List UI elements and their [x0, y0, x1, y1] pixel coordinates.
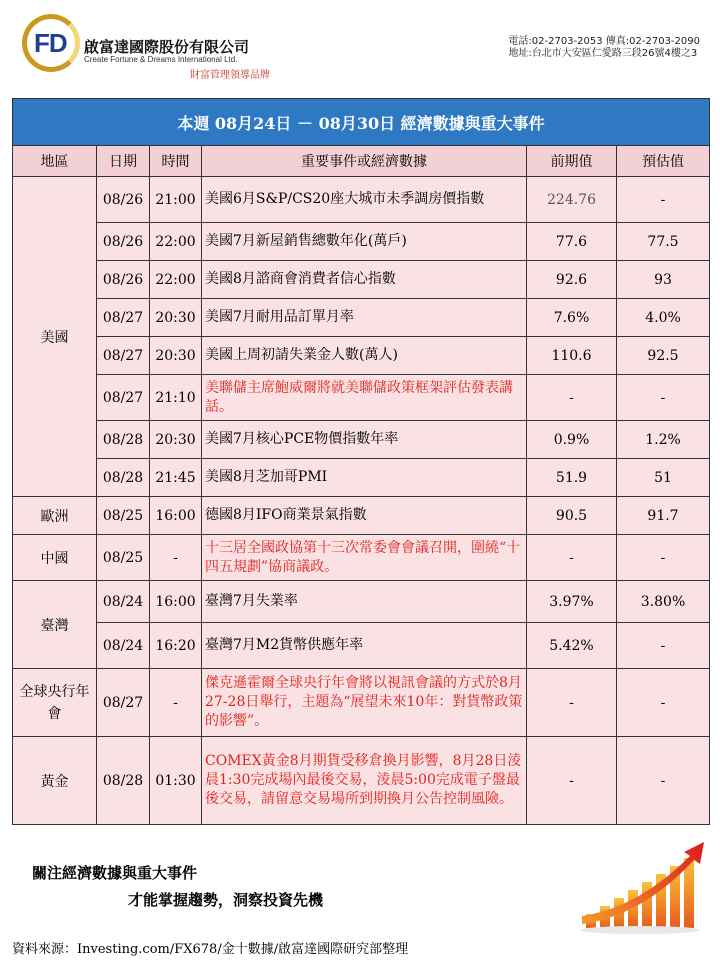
table-row	[13, 737, 710, 825]
date-cell: 08/27	[97, 337, 150, 375]
column-header-date: 日期	[97, 146, 150, 177]
forecast-cell: 3.80%	[617, 581, 710, 623]
date-cell: 08/26	[97, 261, 150, 299]
previous-cell: 0.9%	[527, 421, 617, 459]
table-row	[13, 623, 710, 669]
event-cell: 美國7月耐用品訂單月率	[202, 299, 527, 337]
event-cell: 美國8月諮商會消費者信心指數	[202, 261, 527, 299]
date-cell: 08/28	[97, 421, 150, 459]
date-cell: 08/27	[97, 669, 150, 737]
column-header-previous: 前期值	[527, 146, 617, 177]
previous-cell: -	[527, 375, 617, 421]
time-cell: 20:30	[150, 299, 202, 337]
column-header-time: 時間	[150, 146, 202, 177]
forecast-cell: 4.0%	[617, 299, 710, 337]
forecast-cell: 92.5	[617, 337, 710, 375]
column-header-event: 重要事件或經濟數據	[202, 146, 527, 177]
date-cell: 08/28	[97, 737, 150, 825]
previous-cell: 92.6	[527, 261, 617, 299]
date-cell: 08/26	[97, 223, 150, 261]
forecast-cell: -	[617, 375, 710, 421]
date-cell: 08/27	[97, 299, 150, 337]
previous-cell: 90.5	[527, 497, 617, 535]
previous-cell: -	[527, 669, 617, 737]
time-cell: 16:20	[150, 623, 202, 669]
footer-tagline-2: 才能掌握趨勢，洞察投資先機	[128, 891, 324, 909]
footer-tagline-1: 關注經濟數據與重大事件	[32, 864, 198, 882]
contact-info	[508, 36, 700, 60]
event-cell: COMEX黃金8月期貨受移倉換月影響，8月28日淩晨1:30完成場內最後交易，淩晨5:00完成電子盤最後交易，請留意交易場所到期換月公告控制風險。	[202, 737, 527, 825]
table-row	[13, 669, 710, 737]
time-cell: 21:00	[150, 177, 202, 223]
region-cell-taiwan: 臺灣	[13, 581, 97, 669]
date-cell: 08/25	[97, 497, 150, 535]
event-cell: 臺灣7月M2貨幣供應年率	[202, 623, 527, 669]
table-row	[13, 177, 710, 223]
event-cell: 美國7月新屋銷售總數年化(萬戶)	[202, 223, 527, 261]
region-cell-central-bank: 全球央行年會	[13, 669, 97, 737]
event-cell: 美國7月核心PCE物價指數年率	[202, 421, 527, 459]
table-row	[13, 337, 710, 375]
date-cell: 08/27	[97, 375, 150, 421]
company-name-en: Create Fortune & Dreams International Ltd.	[84, 55, 238, 64]
table-row	[13, 581, 710, 623]
time-cell: 22:00	[150, 223, 202, 261]
date-cell: 08/26	[97, 177, 150, 223]
region-cell-us: 美國	[13, 177, 97, 497]
event-cell: 美國6月S&P/CS20座大城市未季調房價指數	[202, 177, 527, 223]
event-cell: 德國8月IFO商業景氣指數	[202, 497, 527, 535]
time-cell: 22:00	[150, 261, 202, 299]
table-row	[13, 535, 710, 581]
company-logo	[22, 14, 82, 74]
previous-cell: 51.9	[527, 459, 617, 497]
region-cell-gold: 黃金	[13, 737, 97, 825]
forecast-cell: 91.7	[617, 497, 710, 535]
time-cell: -	[150, 535, 202, 581]
contact-address: 地址:台北市大安區仁愛路三段26號4樓之3	[508, 48, 698, 59]
date-cell: 08/28	[97, 459, 150, 497]
table-row	[13, 223, 710, 261]
previous-cell: 3.97%	[527, 581, 617, 623]
table-row	[13, 497, 710, 535]
column-header-forecast: 預估值	[617, 146, 710, 177]
page-header	[0, 0, 720, 90]
column-header-region: 地區	[13, 146, 97, 177]
event-cell: 臺灣7月失業率	[202, 581, 527, 623]
table-row	[13, 459, 710, 497]
company-name: 啟富達國際股份有限公司	[84, 38, 250, 56]
forecast-cell: 77.5	[617, 223, 710, 261]
forecast-cell: 1.2%	[617, 421, 710, 459]
data-source: 資料來源：Investing.com/FX678/金十數據/啟富達國際研究部整理	[12, 942, 409, 957]
contact-phone: 電話:02-2703-2053 傳真:02-2703-2090	[508, 36, 700, 47]
time-cell: 16:00	[150, 581, 202, 623]
forecast-cell: -	[617, 177, 710, 223]
forecast-cell: 51	[617, 459, 710, 497]
event-cell: 美聯儲主席鮑威爾將就美聯儲政策框架評估發表講話。	[202, 375, 527, 421]
table-row	[13, 375, 710, 421]
previous-cell: 110.6	[527, 337, 617, 375]
previous-cell: -	[527, 535, 617, 581]
table-row	[13, 261, 710, 299]
time-cell: 21:45	[150, 459, 202, 497]
previous-cell: 77.6	[527, 223, 617, 261]
time-cell: 20:30	[150, 337, 202, 375]
previous-cell: 224.76	[527, 177, 617, 223]
previous-cell: 7.6%	[527, 299, 617, 337]
time-cell: -	[150, 669, 202, 737]
forecast-cell: 93	[617, 261, 710, 299]
table-row	[13, 421, 710, 459]
region-cell-europe: 歐洲	[13, 497, 97, 535]
forecast-cell: -	[617, 623, 710, 669]
logo-text: FD	[34, 28, 67, 58]
forecast-cell: -	[617, 737, 710, 825]
event-cell: 十三居全國政協第十三次常委會會議召開，圍繞“十四五規劃”協商議政。	[202, 535, 527, 581]
rising-bar-chart-icon	[578, 836, 713, 936]
region-cell-china: 中國	[13, 535, 97, 581]
date-cell: 08/25	[97, 535, 150, 581]
table-title: 本週 08月24日 － 08月30日 經濟數據與重大事件	[13, 99, 710, 146]
time-cell: 16:00	[150, 497, 202, 535]
previous-cell: 5.42%	[527, 623, 617, 669]
forecast-cell: -	[617, 669, 710, 737]
table-row	[13, 299, 710, 337]
event-cell: 美國上周初請失業金人數(萬人)	[202, 337, 527, 375]
date-cell: 08/24	[97, 623, 150, 669]
previous-cell: -	[527, 737, 617, 825]
date-cell: 08/24	[97, 581, 150, 623]
time-cell: 21:10	[150, 375, 202, 421]
time-cell: 20:30	[150, 421, 202, 459]
event-cell: 美國8月芝加哥PMI	[202, 459, 527, 497]
company-slogan: 財富管理領導品牌	[190, 70, 270, 81]
forecast-cell: -	[617, 535, 710, 581]
time-cell: 01:30	[150, 737, 202, 825]
event-cell: 傑克遜霍爾全球央行年會將以視訊會議的方式於8月27-28日舉行，主題為“展望未來10年：對貨幣政策的影響”。	[202, 669, 527, 737]
economic-calendar-table	[12, 98, 710, 825]
